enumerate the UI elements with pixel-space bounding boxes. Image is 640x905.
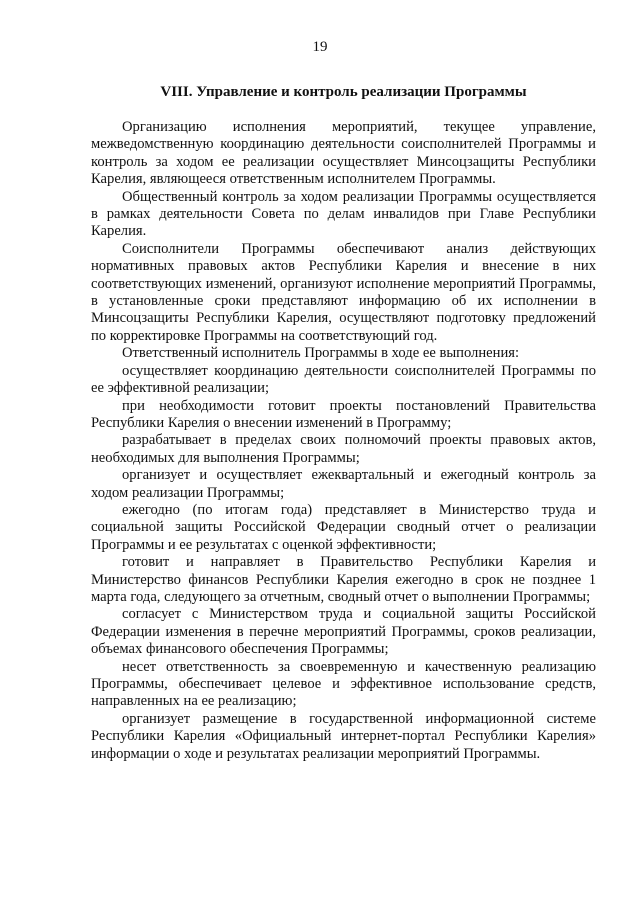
list-item: ежегодно (по итогам года) представляет в Министерство труда и социальной защиты Российской Федерации сводный отчет о реализации Программы и ее результатах с оценкой эффективности; (91, 501, 596, 553)
paragraph: Общественный контроль за ходом реализации Программы осуществляется в рамках деятельности Совета по делам инвалидов при Главе Республики Карелия. (91, 188, 596, 240)
list-item: осуществляет координацию деятельности соисполнителей Программы по ее эффективной реализации; (91, 362, 596, 397)
page-number: 19 (312, 39, 328, 55)
list-item: согласует с Министерством труда и социальной защиты Российской Федерации изменения в перечне мероприятий Программы, сроков реализации, объемах финансового обеспечения Программы; (91, 606, 596, 658)
section-title: VIII. Управление и контроль реализации Программы (160, 84, 527, 100)
list-item: готовит и направляет в Правительство Республики Карелия и Министерство финансов Республики Карелия ежегодно в срок не позднее 1 марта года, следующего за отчетным, сводный отчет о выполнении Программы; (91, 554, 596, 605)
list-item: при необходимости готовит проекты постановлений Правительства Республики Карелия о внесении изменений в Программу; (91, 397, 596, 431)
paragraph: Соисполнители Программы обеспечивают анализ действующих нормативных правовых актов Республики Карелия и внесение в них соответствующих изменений, организуют исполнение мероприятий Программы, в установленные сроки представляют информацию об их исполнении в Минсоцзащиты Республики Карелия, осуществляют подготовку предложений по корректировке Программы на соответствующий год. (91, 240, 596, 344)
body-text (91, 119, 596, 763)
list-item: разрабатывает в пределах своих полномочий проекты правовых актов, необходимых для выполнения Программы; (91, 432, 596, 466)
list-item: организует размещение в государственной информационной системе Республики Карелия «Официальный интернет-портал Республики Карелия» информации о ходе и результатах реализации мероприятий Программы. (91, 710, 596, 762)
list-item: несет ответственность за своевременную и качественную реализацию Программы, обеспечивает целевое и эффективное использование средств, направленных на ее реализацию; (91, 658, 596, 710)
paragraph: Организацию исполнения мероприятий, текущее управление, межведомственную координацию деятельности соисполнителей Программы и контроль за ходом ее реализации осуществляет Минсоцзащиты Республики Карелия, являющееся ответственным исполнителем Программы. (91, 119, 596, 188)
list-item: организует и осуществляет ежеквартальный и ежегодный контроль за ходом реализации Программы; (91, 467, 596, 501)
paragraph: Ответственный исполнитель Программы в ходе ее выполнения: (122, 345, 520, 362)
